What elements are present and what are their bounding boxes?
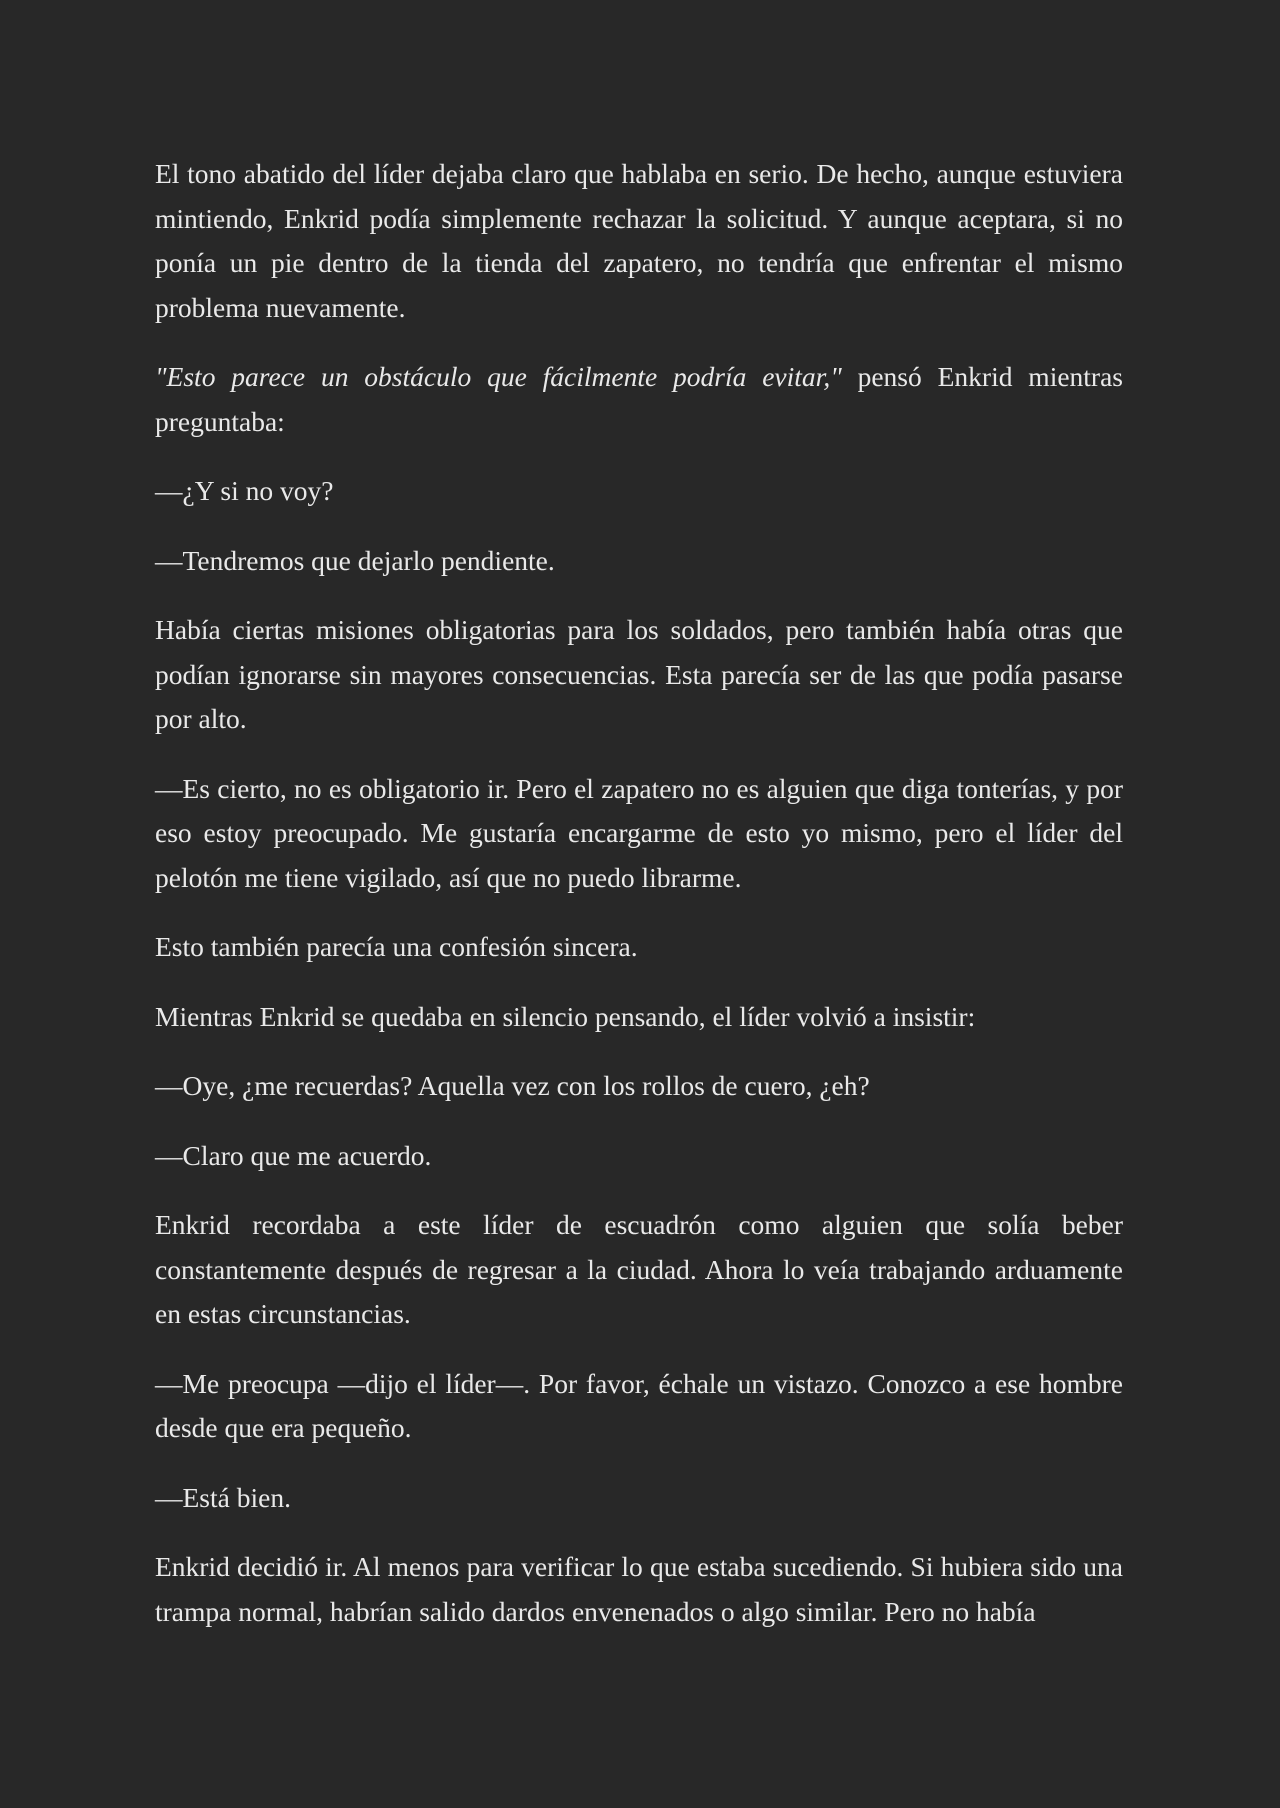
dialogue-line: —Está bien.: [155, 1481, 291, 1513]
reader-page: [155, 152, 1123, 1659]
paragraph: Enkrid recordaba a este líder de escuadrón como alguien que solía beber constantemente después de regresar a la ciudad. Ahora lo veía trabajando arduamente en estas circunstancias.: [155, 1209, 1123, 1329]
inner-thought: "Esto parece un obstáculo que fácilmente podría evitar,": [155, 361, 842, 392]
paragraph: El tono abatido del líder dejaba claro que hablaba en serio. De hecho, aunque estuviera mintiendo, Enkrid podía simplemente rechazar la solicitud. Y aunque aceptara, si no ponía un pie dentro de la tienda del zapatero, no tendría que enfrentar el mismo problema nuevamente.: [155, 158, 1123, 323]
paragraph: Mientras Enkrid se quedaba en silencio pensando, el líder volvió a insistir:: [155, 1000, 976, 1032]
dialogue-line: —¿Y si no voy?: [155, 475, 334, 506]
paragraph-text: pensó Enkrid mientras preguntaba:: [155, 361, 1124, 437]
dialogue-line: —Claro que me acuerdo.: [155, 1139, 432, 1171]
paragraph-thought: [155, 355, 1123, 444]
paragraph: Enkrid decidió ir. Al menos para verificar lo que estaba sucediendo. Si hubiera sido una trampa normal, habrían salido dardos envenenados o algo similar. Pero no había: [155, 1551, 1123, 1627]
paragraph: Esto también parecía una confesión sincera.: [155, 931, 638, 962]
dialogue-line: —Tendremos que dejarlo pendiente.: [155, 544, 555, 576]
dialogue-line: —Oye, ¿me recuerdas? Aquella vez con los rollos de cuero, ¿eh?: [155, 1070, 870, 1101]
paragraph: Había ciertas misiones obligatorias para los soldados, pero también había otras que podían ignorarse sin mayores consecuencias. Esta parecía ser de las que podía pasarse por alto.: [155, 614, 1123, 734]
dialogue-line: —Me preocupa —dijo el líder—. Por favor, échale un vistazo. Conozco a ese hombre desde que era pequeño.: [155, 1367, 1123, 1443]
dialogue-line: —Es cierto, no es obligatorio ir. Pero el zapatero no es alguien que diga tonterías, y por eso estoy preocupado. Me gustaría encargarme de esto yo mismo, pero el líder del pelotón me tiene vigilado, así que no puedo librarme.: [155, 772, 1123, 893]
